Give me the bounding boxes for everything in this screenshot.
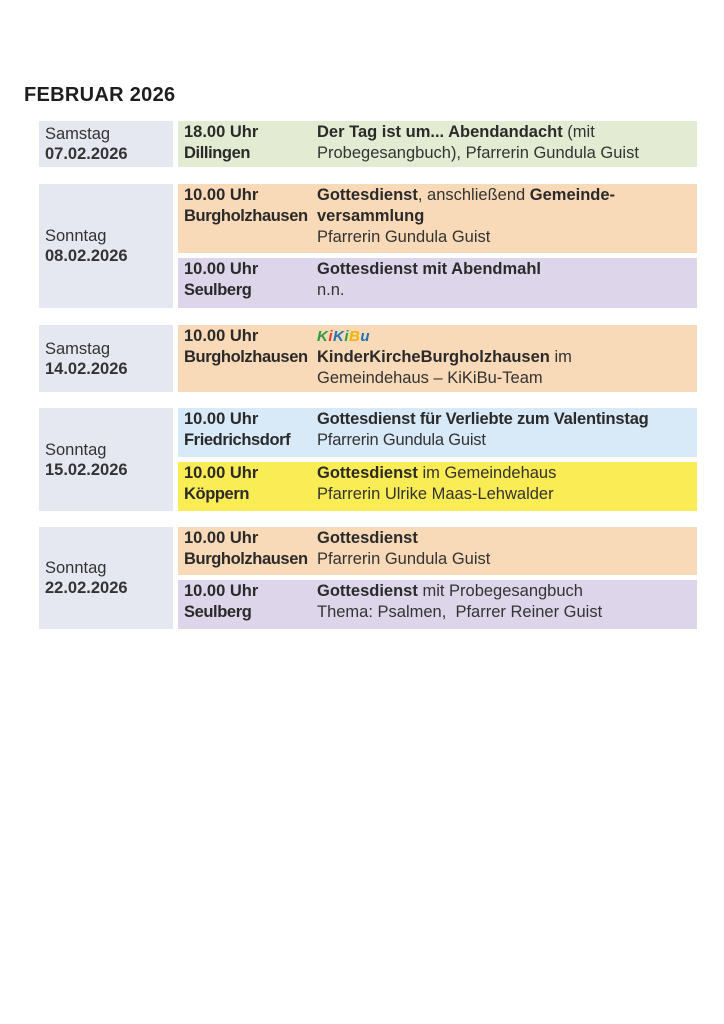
event-card <box>178 325 697 392</box>
event-title: KinderKircheBurgholzhausen <box>317 348 550 366</box>
event-info: Pfarrerin Gundula Guist <box>317 550 491 568</box>
event-details <box>317 122 691 164</box>
day-label <box>39 408 173 511</box>
weekday: Sonntag <box>45 440 107 459</box>
event-info: Thema: Psalmen, Pfarrer Reiner Guist <box>317 603 603 621</box>
event-info: Pfarrerin Gundula Guist <box>317 431 486 449</box>
event-time: 10.00 Uhr <box>184 410 259 428</box>
event-info: Gemeindehaus – KiKiBu-Team <box>317 369 543 387</box>
day-group-2202 <box>39 527 697 629</box>
event-time: 10.00 Uhr <box>184 327 259 345</box>
day-label <box>39 325 173 392</box>
date: 22.02.2026 <box>45 579 128 597</box>
weekday: Sonntag <box>45 227 107 245</box>
kikibu-logo: KiKiBu <box>317 328 371 345</box>
event-time-place <box>184 528 312 570</box>
event-place: Friedrichsdorf <box>184 431 291 449</box>
day-group-1402 <box>39 325 697 392</box>
day-label <box>39 121 173 167</box>
event-details <box>317 185 691 248</box>
event-card <box>178 527 697 575</box>
event-time: 10.00 Uhr <box>184 260 259 278</box>
event-details <box>317 409 695 451</box>
event-place: Seulberg <box>184 603 252 621</box>
event-info: n.n. <box>317 281 345 299</box>
event-title-line2: versammlung <box>317 207 425 225</box>
event-time: 10.00 Uhr <box>184 529 259 547</box>
event-place: Seulberg <box>184 281 252 299</box>
event-title-rest: im <box>549 348 572 366</box>
event-card <box>178 462 697 511</box>
event-details <box>317 581 691 623</box>
date: 15.02.2026 <box>45 460 128 479</box>
date: 08.02.2026 <box>45 247 128 265</box>
event-place: Burgholzhausen <box>184 207 308 225</box>
event-details <box>317 259 691 301</box>
event-place: Burgholzhausen <box>184 550 308 568</box>
event-title: Gottesdienst <box>317 529 418 547</box>
event-title: Gottesdienst <box>317 582 418 600</box>
event-info: Pfarrerin Gundula Guist <box>317 228 491 246</box>
event-title-bold2: Gemeinde- <box>529 186 616 204</box>
event-title-rest: mit Probegesangbuch <box>417 582 583 600</box>
event-time: 10.00 Uhr <box>184 582 259 600</box>
event-time: 10.00 Uhr <box>184 186 259 204</box>
day-label <box>39 527 173 629</box>
event-info: Pfarrerin Ulrike Maas-Lehwalder <box>317 485 554 503</box>
event-time: 18.00 Uhr <box>184 123 259 141</box>
event-time-place <box>184 122 312 164</box>
event-card <box>178 184 697 253</box>
day-label <box>39 184 173 308</box>
event-title-rest: im Gemeindehaus <box>417 464 557 482</box>
day-group-0802 <box>39 184 697 308</box>
event-card <box>178 408 697 457</box>
date: 07.02.2026 <box>45 145 128 163</box>
event-title-rest: (mit <box>562 123 595 141</box>
event-place: Dillingen <box>184 144 251 162</box>
weekday: Sonntag <box>45 559 107 577</box>
event-title: Gottesdienst <box>317 186 418 204</box>
page-title: FEBRUAR 2026 <box>24 84 176 106</box>
event-card <box>178 580 697 629</box>
event-time-place <box>184 581 312 623</box>
date: 14.02.2026 <box>45 359 128 378</box>
event-card <box>178 258 697 308</box>
day-group-1502 <box>39 408 697 511</box>
day-group-0702 <box>39 121 697 167</box>
event-title: Gottesdienst <box>317 464 418 482</box>
event-title: Gottesdienst mit Abendmahl <box>317 260 541 278</box>
event-place: Burgholzhausen <box>184 348 308 366</box>
event-details <box>317 326 691 389</box>
event-time-place <box>184 463 312 505</box>
event-time-place <box>184 259 312 301</box>
event-details <box>317 463 691 505</box>
event-time: 10.00 Uhr <box>184 464 259 482</box>
event-time-place <box>184 185 312 227</box>
event-info: Probegesangbuch), Pfarrerin Gundula Guist <box>317 144 639 162</box>
event-time-place <box>184 409 312 451</box>
event-place: Köppern <box>184 485 250 503</box>
event-details <box>317 528 691 570</box>
event-title-rest: , anschließend <box>417 186 530 204</box>
weekday: Samstag <box>45 125 111 143</box>
event-title: Der Tag ist um... Abendandacht <box>317 123 563 141</box>
event-card <box>178 121 697 167</box>
event-title: Gottesdienst für Verliebte zum Valentinstag <box>317 410 649 428</box>
event-time-place <box>184 326 312 368</box>
weekday: Samstag <box>45 339 111 358</box>
